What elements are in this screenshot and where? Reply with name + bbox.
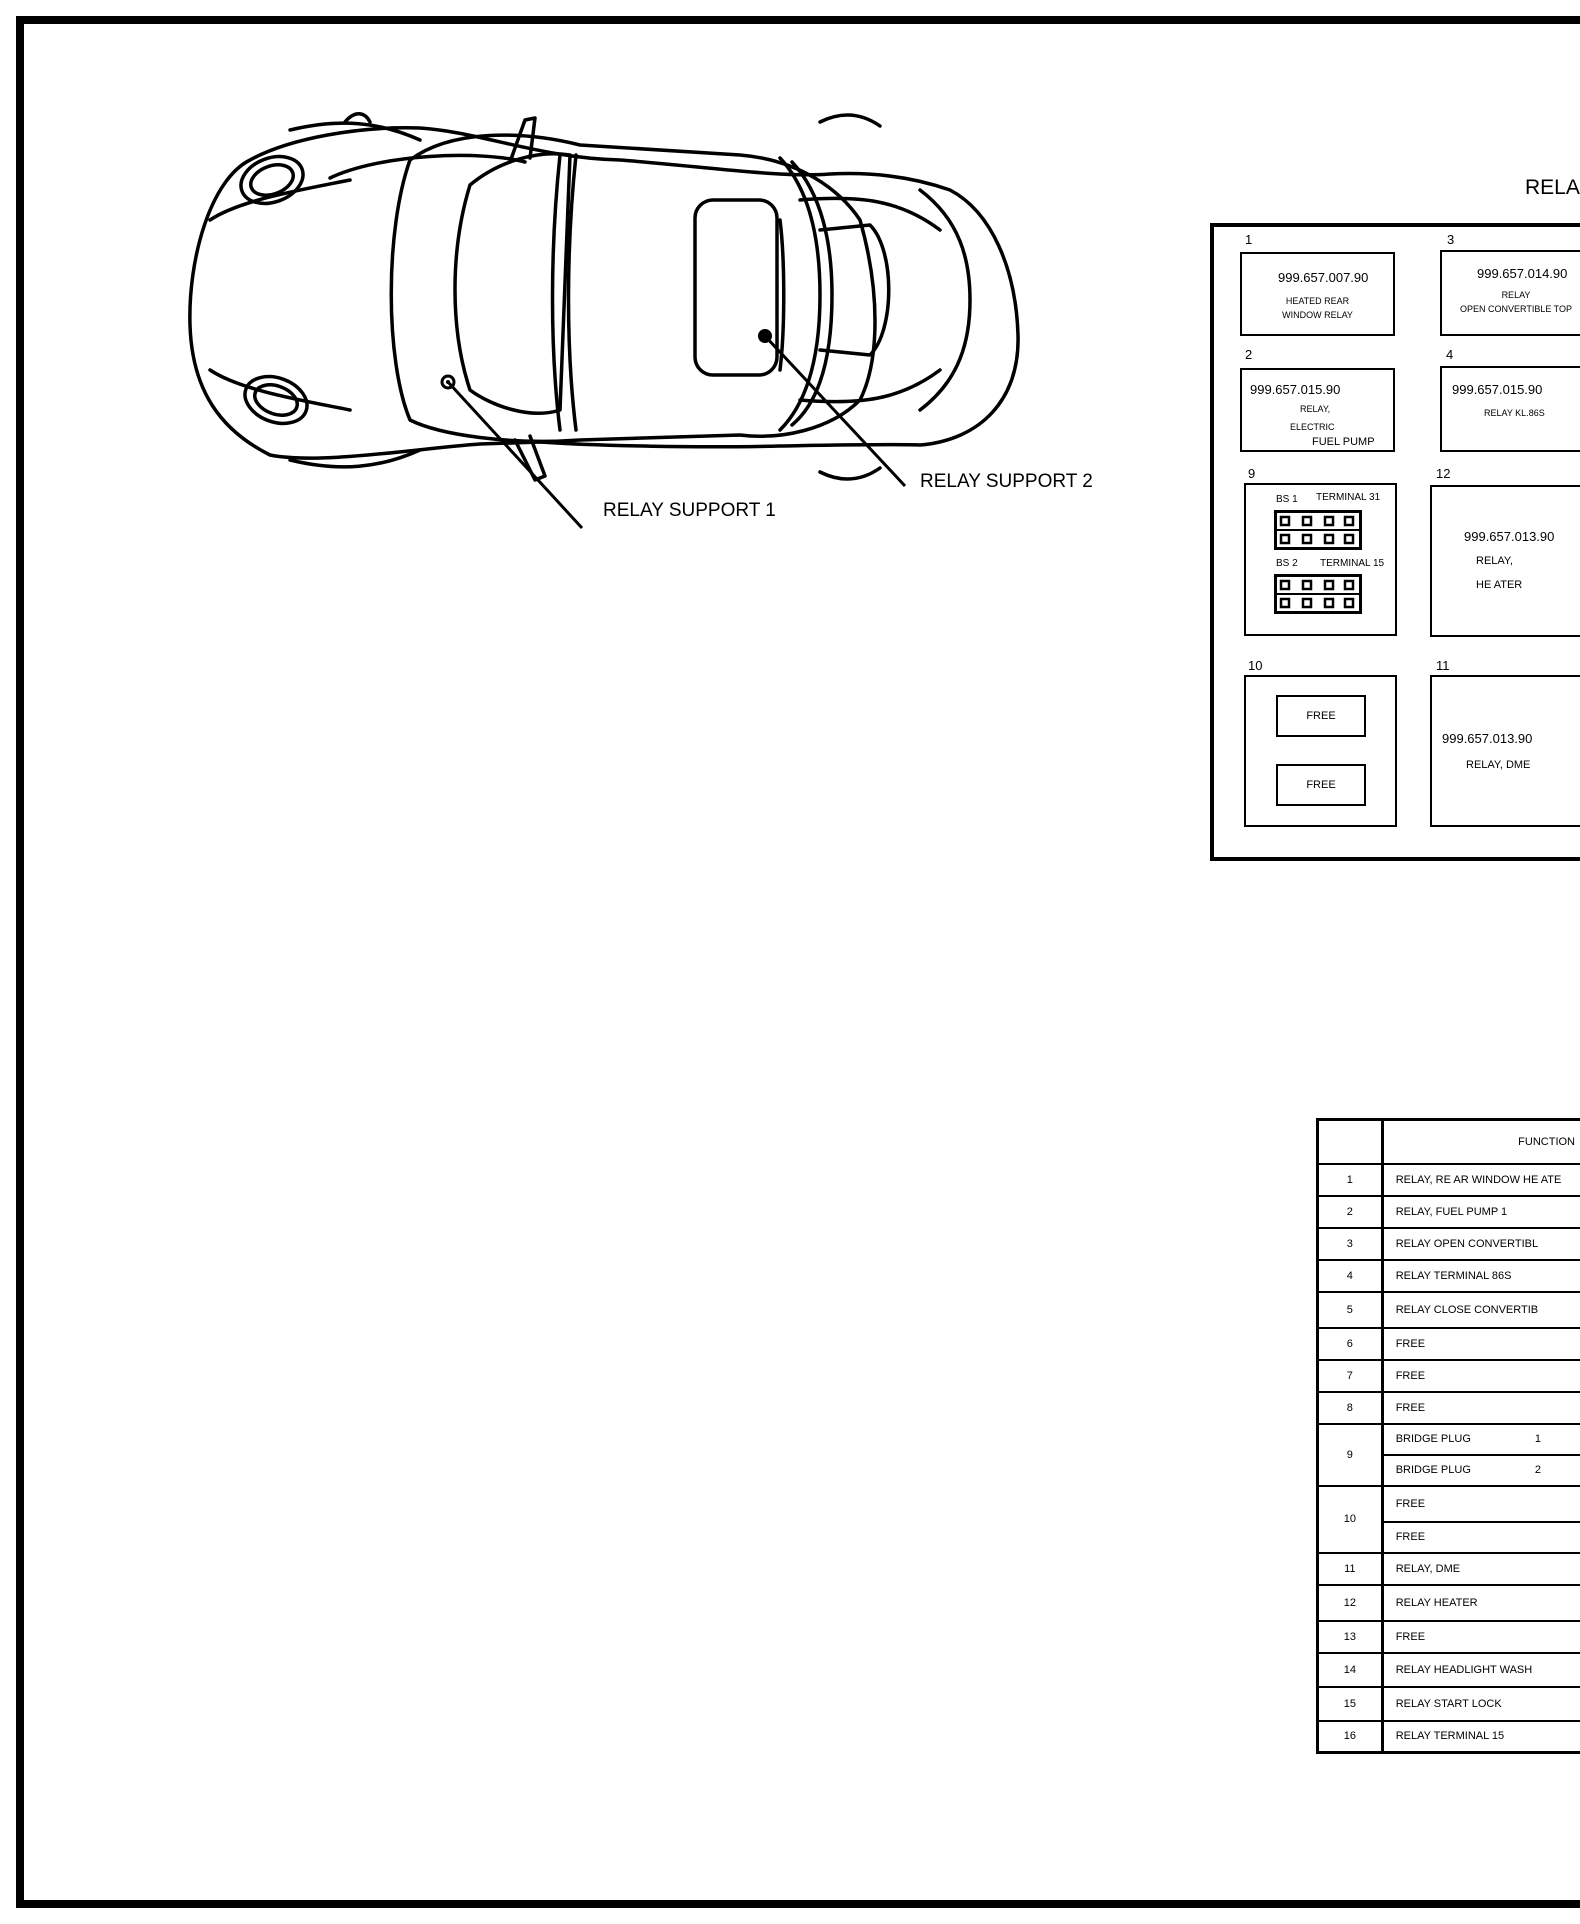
slot-10 bbox=[1244, 675, 1397, 827]
table-row: 3 RELAY OPEN CONVERTIBL bbox=[1318, 1228, 1580, 1260]
slot-number-2: 2 bbox=[1245, 347, 1253, 362]
slot-1-part-number: 999.657.007.90 bbox=[1278, 270, 1369, 285]
slot-11-description: RELAY, DME bbox=[1466, 759, 1531, 771]
car-body-outline bbox=[190, 128, 1018, 458]
slot-12-desc-1: RELAY, bbox=[1476, 555, 1513, 567]
table-header-number bbox=[1318, 1120, 1383, 1164]
slot-2-desc-2: ELECTRIC bbox=[1290, 422, 1335, 432]
slot-2 bbox=[1240, 368, 1395, 452]
slot-12-desc-2: HE ATER bbox=[1476, 579, 1523, 591]
relay-support-2-label: RELAY SUPPORT 2 bbox=[920, 471, 1093, 492]
slot-9 bbox=[1244, 483, 1397, 636]
slot-4-description: RELAY KL.86S bbox=[1484, 408, 1545, 418]
slot-4-part-number: 999.657.015.90 bbox=[1452, 382, 1543, 397]
bridge-plug-1 bbox=[1274, 510, 1362, 550]
slot-4 bbox=[1440, 366, 1580, 452]
slot-number-4: 4 bbox=[1446, 347, 1454, 362]
slot-2-desc-1: RELAY, bbox=[1300, 404, 1331, 414]
rear-window bbox=[695, 200, 777, 375]
table-row: 1 RELAY, RE AR WINDOW HE ATE bbox=[1318, 1164, 1580, 1196]
table-row: 11 RELAY, DME bbox=[1318, 1553, 1580, 1585]
slot-number-11: 11 bbox=[1436, 658, 1450, 673]
table-row: FREE bbox=[1318, 1522, 1580, 1553]
table-row: 9 BRIDGE PLUG 1 bbox=[1318, 1424, 1580, 1455]
table-row: 12 RELAY HEATER bbox=[1318, 1585, 1580, 1621]
table-row: 10 FREE bbox=[1318, 1486, 1580, 1522]
table-row: 14 RELAY HEADLIGHT WASH bbox=[1318, 1653, 1580, 1687]
slot-12-part-number: 999.657.013.90 bbox=[1464, 529, 1555, 544]
bridge-plug-1-label: BS 1 bbox=[1276, 494, 1298, 505]
slot-2-desc-3: FUEL PUMP bbox=[1312, 436, 1375, 448]
slot-number-10: 10 bbox=[1248, 658, 1263, 673]
table-row: 16 RELAY TERMINAL 15 bbox=[1318, 1721, 1580, 1753]
slot-12 bbox=[1430, 485, 1580, 637]
slot-11 bbox=[1430, 675, 1580, 827]
table-row: 8 FREE bbox=[1318, 1392, 1580, 1424]
terminal-31-label: TERMINAL 31 bbox=[1316, 492, 1381, 503]
terminal-15-label: TERMINAL 15 bbox=[1320, 558, 1385, 569]
table-row: 15 RELAY START LOCK bbox=[1318, 1687, 1580, 1721]
table-row: 13 FREE bbox=[1318, 1621, 1580, 1653]
slot-1 bbox=[1240, 252, 1395, 336]
relay-support-1-label: RELAY SUPPORT 1 bbox=[603, 500, 776, 521]
slot-3-part-number: 999.657.014.90 bbox=[1477, 266, 1568, 281]
table-row: 2 RELAY, FUEL PUMP 1 bbox=[1318, 1196, 1580, 1228]
slot-number-1: 1 bbox=[1245, 232, 1253, 247]
table-row: BRIDGE PLUG 2 bbox=[1318, 1455, 1580, 1486]
slot-3-description: RELAY OPEN CONVERTIBLE TOP bbox=[1459, 290, 1573, 314]
slot-number-12: 12 bbox=[1436, 466, 1451, 481]
table-row: 4 RELAY TERMINAL 86S bbox=[1318, 1260, 1580, 1292]
table-header-function: FUNCTION bbox=[1382, 1120, 1580, 1164]
slot-2-part-number: 999.657.015.90 bbox=[1250, 382, 1341, 397]
table-row: 5 RELAY CLOSE CONVERTIB bbox=[1318, 1292, 1580, 1328]
slot-10-free-2: FREE bbox=[1276, 764, 1366, 806]
function-table bbox=[1316, 1118, 1580, 1754]
slot-1-description: HEATED REAR WINDOW RELAY bbox=[1282, 296, 1353, 320]
slot-number-3: 3 bbox=[1447, 232, 1455, 247]
bridge-plug-2 bbox=[1274, 574, 1362, 614]
table-row: 7 FREE bbox=[1318, 1360, 1580, 1392]
relay-panel-title: RELA bbox=[1525, 176, 1580, 199]
mirror-left bbox=[510, 118, 535, 162]
slot-10-free-1: FREE bbox=[1276, 695, 1366, 737]
leader-line-support-2 bbox=[765, 336, 905, 486]
table-header-row bbox=[1318, 1120, 1580, 1164]
bridge-plug-2-label: BS 2 bbox=[1276, 558, 1298, 569]
slot-11-part-number: 999.657.013.90 bbox=[1442, 731, 1533, 746]
slot-number-9: 9 bbox=[1248, 466, 1256, 481]
table-row: 6 FREE bbox=[1318, 1328, 1580, 1360]
slot-3 bbox=[1440, 250, 1580, 336]
